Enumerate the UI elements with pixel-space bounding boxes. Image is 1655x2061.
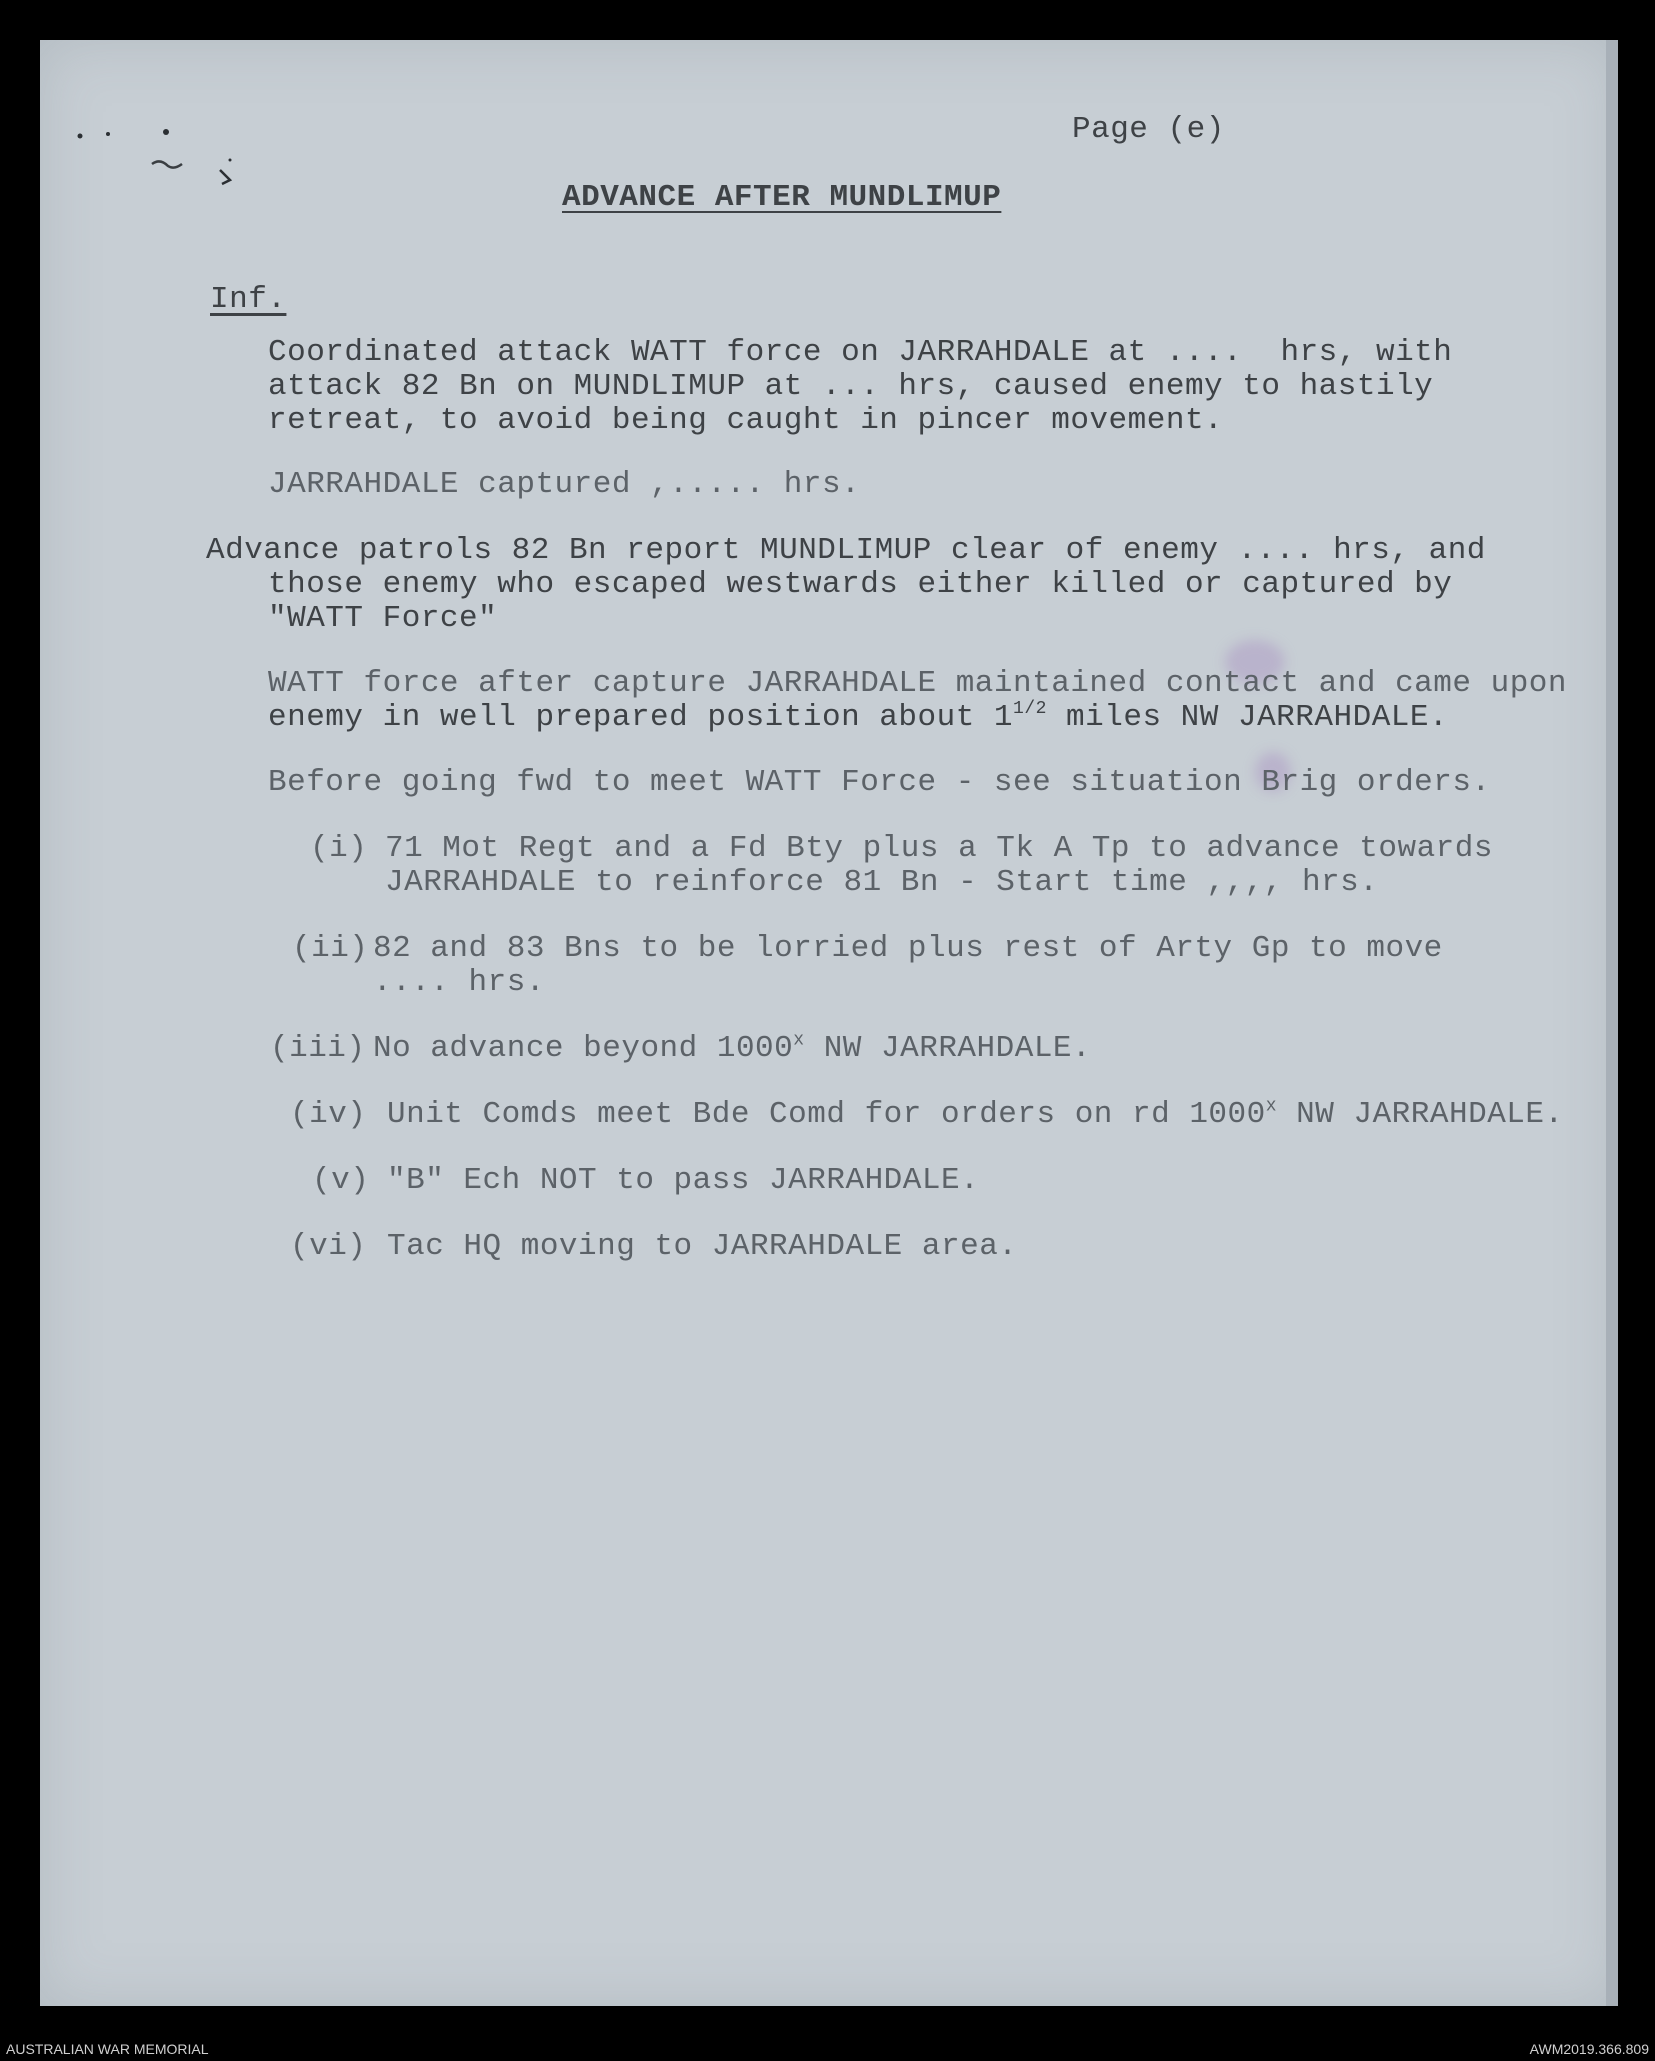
paragraph-line: Before going fwd to meet WATT Force - see situation Brig orders. (268, 765, 1491, 800)
paragraph-line (268, 700, 1448, 736)
item-text: No advance beyond 1000 (373, 1031, 794, 1066)
footer-source: AUSTRALIAN WAR MEMORIAL (6, 2041, 209, 2057)
item-line: 82 and 83 Bns to be lorried plus rest of Arty Gp to move (373, 931, 1443, 966)
superscript: x (1265, 1096, 1278, 1117)
paragraph-line: attack 82 Bn on MUNDLIMUP at ... hrs, caused enemy to hastily (268, 369, 1434, 404)
item-line: JARRAHDALE to reinforce 81 Bn - Start time ,,,, hrs. (385, 865, 1379, 900)
paper-specks (70, 120, 250, 220)
item-text: Unit Comds meet Bde Comd for orders on rd 1000 (387, 1097, 1266, 1132)
item-line: 71 Mot Regt and a Fd Bty plus a Tk A Tp to advance towards (385, 831, 1493, 866)
fraction: 1/2 (1013, 699, 1047, 719)
footer-reference: AWM2019.366.809 (1529, 2041, 1649, 2057)
item-line: .... hrs. (373, 965, 545, 1000)
page-edge (1606, 40, 1618, 2006)
paragraph-line: Advance patrols 82 Bn report MUNDLIMUP clear of enemy .... hrs, and (206, 533, 1486, 568)
item-line: "B" Ech NOT to pass JARRAHDALE. (387, 1163, 980, 1198)
superscript: x (793, 1030, 805, 1051)
page-label: Page (e) (1072, 112, 1225, 147)
paragraph-line: JARRAHDALE captured ,..... hrs. (268, 467, 861, 502)
paragraph-line: Coordinated attack WATT force on JARRAHDALE at .... hrs, with (268, 335, 1453, 370)
item-marker: (v) (312, 1163, 370, 1198)
item-marker: (i) (310, 831, 368, 866)
paragraph-line: retreat, to avoid being caught in pincer movement. (268, 403, 1224, 438)
item-marker: (ii) (292, 931, 369, 966)
item-line (387, 1097, 1564, 1133)
section-label: Inf. (210, 282, 287, 317)
paragraph-line: WATT force after capture JARRAHDALE maintained contact and came upon (268, 666, 1568, 701)
item-text: NW JARRAHDALE. (1277, 1097, 1564, 1132)
item-marker: (iv) (290, 1097, 367, 1132)
paragraph-text: miles NW JARRAHDALE. (1046, 700, 1449, 735)
paragraph-text: enemy in well prepared position about 1 (268, 700, 1014, 735)
paragraph-line: "WATT Force" (268, 601, 498, 636)
item-line (373, 1031, 1091, 1067)
paragraph-line: those enemy who escaped westwards either killed or captured by (268, 567, 1453, 602)
item-line: Tac HQ moving to JARRAHDALE area. (387, 1229, 1018, 1264)
item-text: NW JARRAHDALE. (804, 1031, 1092, 1066)
item-marker: (iii) (270, 1031, 366, 1066)
document-title: ADVANCE AFTER MUNDLIMUP (562, 180, 1002, 215)
item-marker: (vi) (290, 1229, 367, 1264)
